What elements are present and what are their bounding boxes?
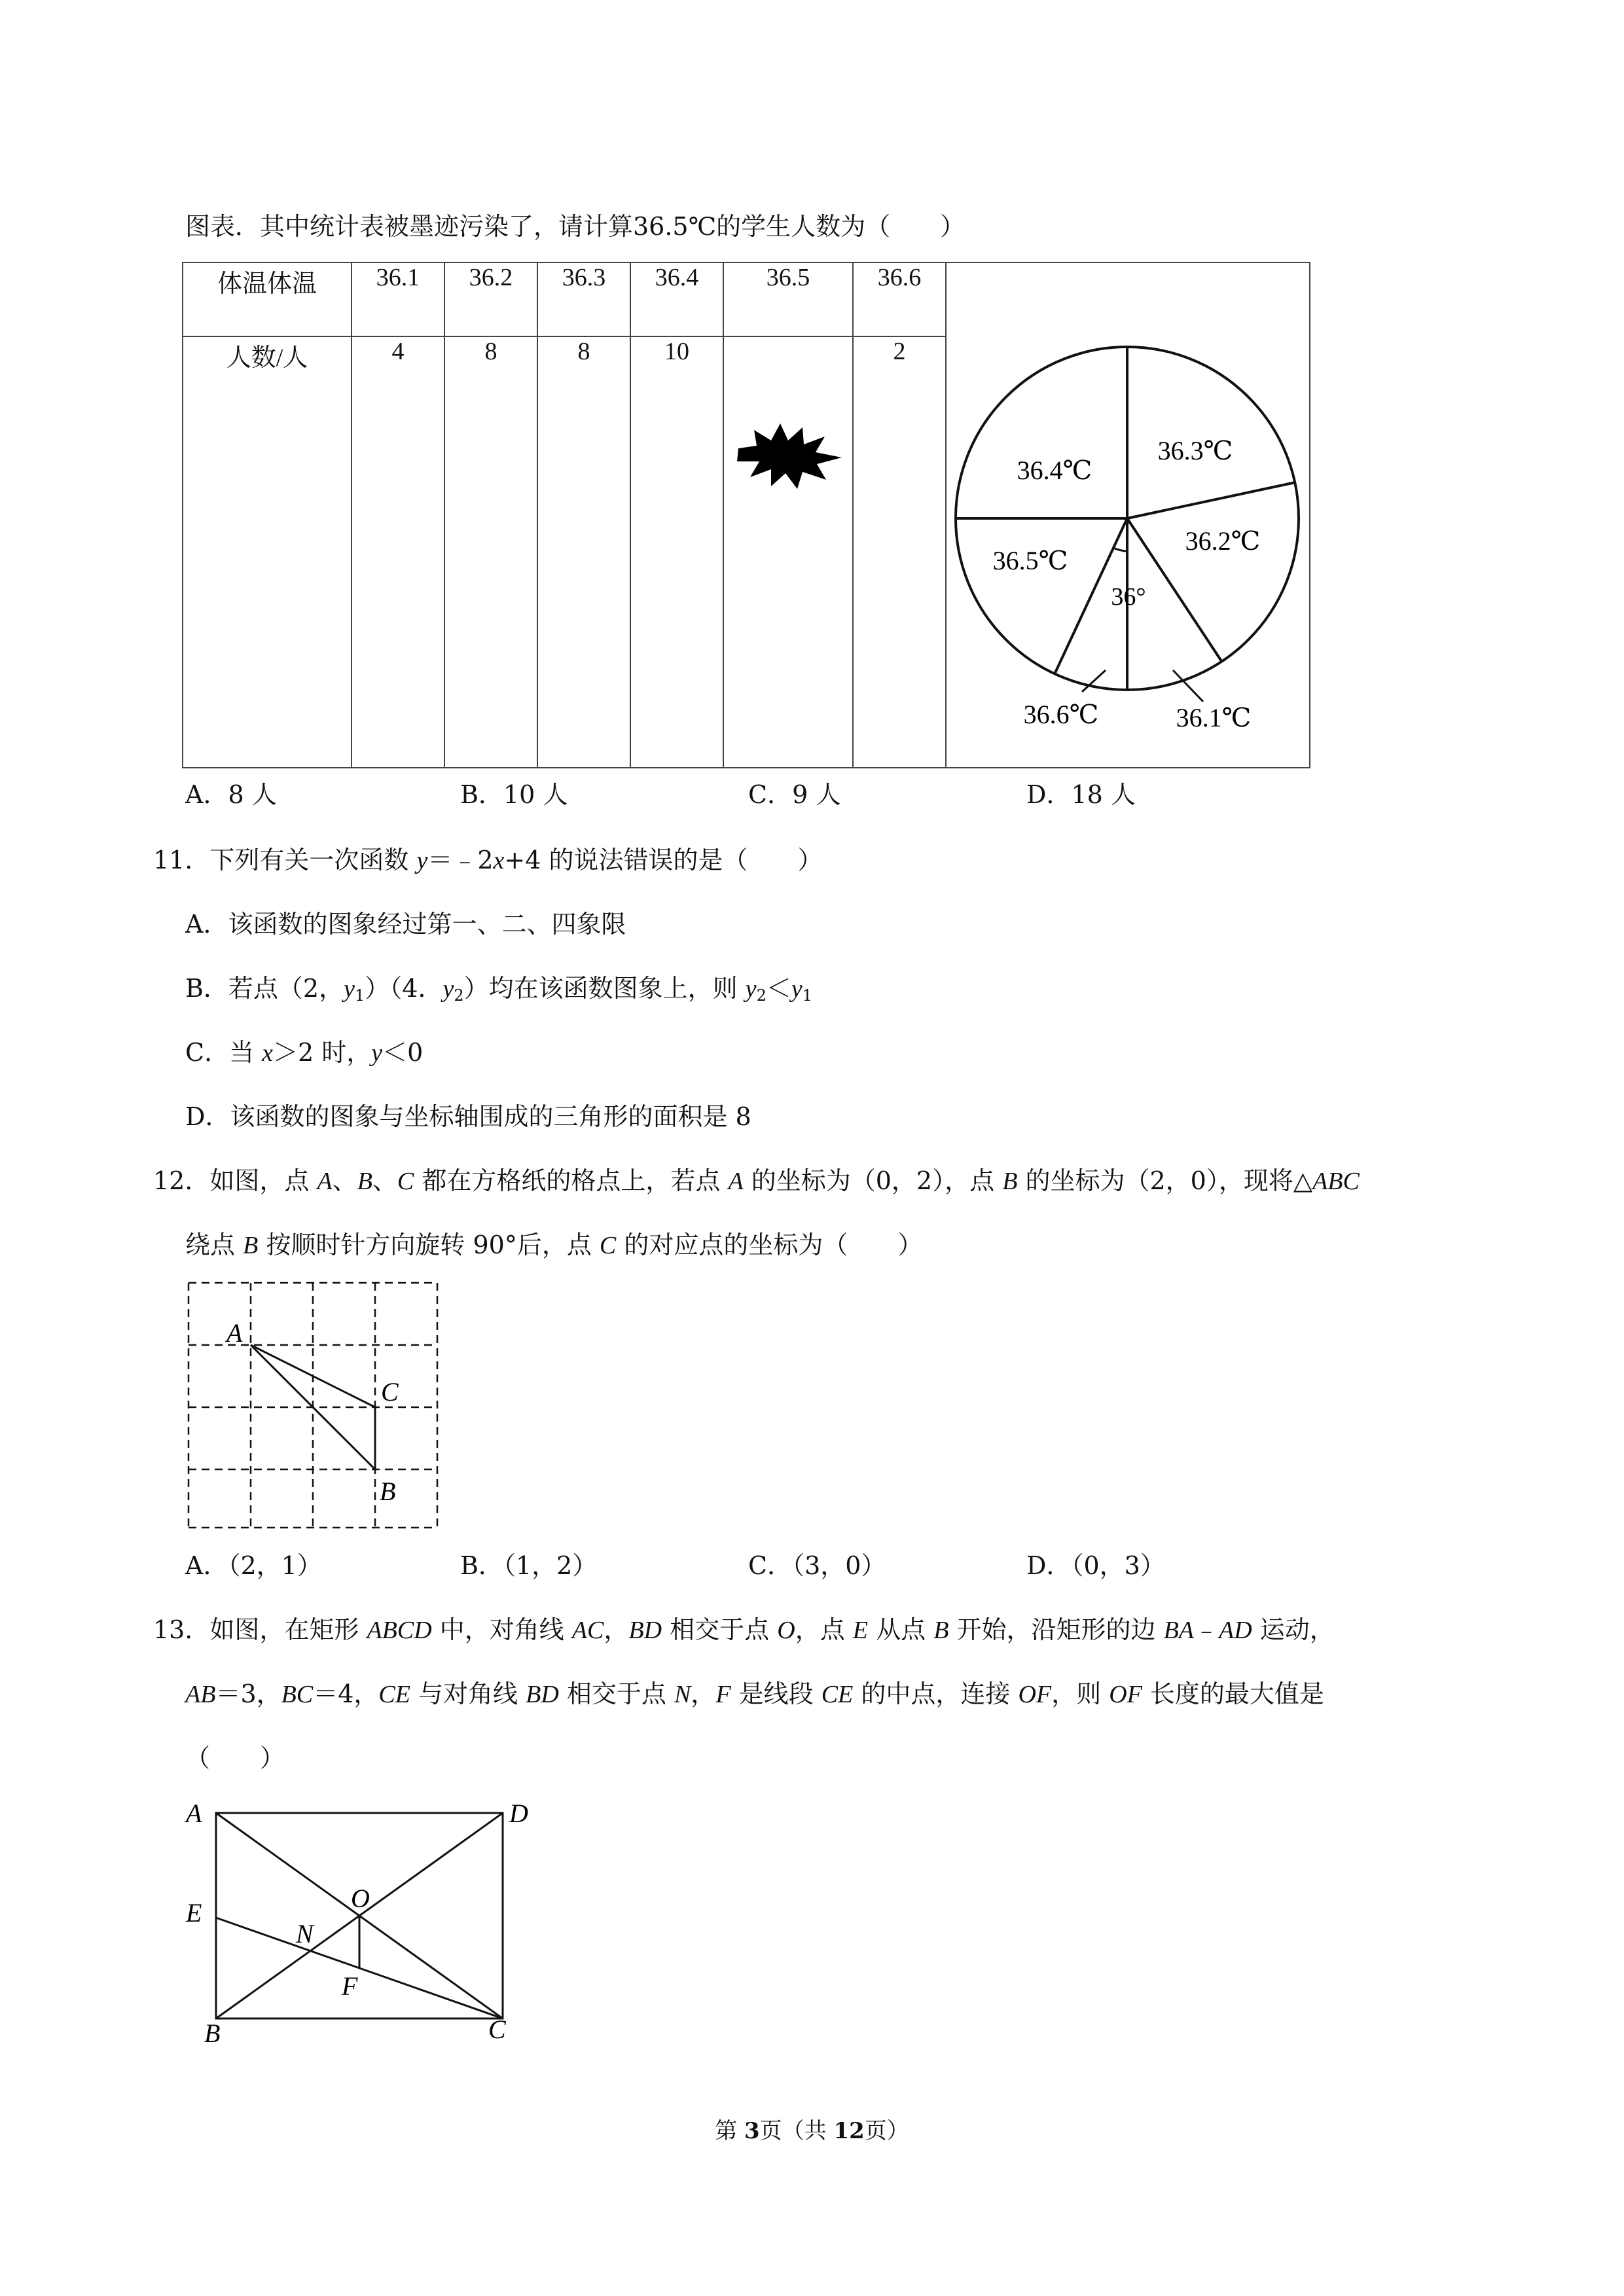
q11-option-d: D．该函数的图象与坐标轴围成的三角形的面积是 8 xyxy=(185,1102,751,1131)
q13-stem-line1: 13．如图，在矩形 ABCD 中，对角线 AC，BD 相交于点 O，点 E 从点 B 开始，沿矩形的边 BA﹣AD 运动， xyxy=(153,1615,1335,1644)
q12-option-c: C．（3，0） xyxy=(748,1551,886,1580)
point-e-label: E xyxy=(186,1898,202,1928)
pie-label-364: 36.4℃ xyxy=(1017,456,1092,485)
point-b-label: B xyxy=(204,2018,221,2042)
q12-stem-line1: 12．如图，点 A、B、C 都在方格纸的格点上，若点 A 的坐标为（0，2），点 B 的坐标为（2，0），现将△ABC xyxy=(153,1166,1360,1195)
ink-blot-icon xyxy=(734,421,846,493)
q12-option-a: A．（2，1） xyxy=(185,1551,322,1580)
q13-stem-line2: AB＝3，BC＝4，CE 与对角线 BD 相交于点 N，F 是线段 CE 的中点，连接 OF，则 OF 长度的最大值是 xyxy=(185,1679,1324,1708)
pie-chart-cell xyxy=(946,262,1310,768)
count-cell: 2 xyxy=(853,336,946,768)
q11-stem: 11．下列有关一次函数 y＝﹣2x+4 的说法错误的是（ ） xyxy=(153,846,823,874)
pie-label-362: 36.2℃ xyxy=(1185,526,1261,556)
pie-label-365: 36.5℃ xyxy=(992,546,1068,575)
count-cell: 10 xyxy=(630,336,723,768)
temp-cell: 36.5 xyxy=(723,262,853,336)
pie-angle-label: 36° xyxy=(1111,583,1146,611)
q12-option-b: B．（1，2） xyxy=(460,1551,598,1580)
count-cell: 4 xyxy=(352,336,444,768)
point-f-label: F xyxy=(342,1971,358,2001)
point-b-label: B xyxy=(380,1477,396,1506)
q10-option-c: C．9 人 xyxy=(748,780,841,809)
count-cell: 8 xyxy=(537,336,630,768)
temp-cell: 36.2 xyxy=(444,262,537,336)
temperature-table xyxy=(182,262,1310,768)
ink-blot-cell xyxy=(723,336,853,768)
q13-rectangle-figure xyxy=(177,1793,556,2042)
table-count-label: 人数/人 xyxy=(183,336,352,768)
q12-stem-line2: 绕点 B 按顺时针方向旋转 90°后，点 C 的对应点的坐标为（ ） xyxy=(185,1230,923,1259)
q12-grid-figure xyxy=(177,1270,452,1532)
q11-option-c: C．当 x＞2 时，y＜0 xyxy=(185,1038,424,1067)
temp-cell: 36.1 xyxy=(352,262,444,336)
point-a-label: A xyxy=(226,1318,243,1348)
q10-stem: 图表．其中统计表被墨迹污染了，请计算36.5℃的学生人数为（ ） xyxy=(185,212,965,241)
temp-cell: 36.3 xyxy=(537,262,630,336)
point-n-label: N xyxy=(296,1919,314,1948)
q10-option-d: D．18 人 xyxy=(1026,780,1136,809)
pie-chart xyxy=(947,263,1309,761)
q11-option-a: A．该函数的图象经过第一、二、四象限 xyxy=(185,910,626,939)
table-header-label: 体温体温 xyxy=(183,262,352,336)
count-cell: 8 xyxy=(444,336,537,768)
point-d-label: D xyxy=(509,1799,528,1828)
pie-label-361: 36.1℃ xyxy=(1176,703,1252,732)
q10-option-b: B．10 人 xyxy=(460,780,568,809)
point-c-label: C xyxy=(381,1377,399,1407)
pie-slice-line xyxy=(1127,482,1295,518)
temp-cell: 36.6 xyxy=(853,262,946,336)
q11-option-b: B．若点（2，$y_1)(4$．$y_2$）均在该函数图象上，则 $y_2<y_1$ xyxy=(185,974,813,1005)
pie-label-366: 36.6℃ xyxy=(1023,700,1099,729)
point-o-label: O xyxy=(351,1884,370,1913)
q10-option-a: A．8 人 xyxy=(185,780,277,809)
temp-cell: 36.4 xyxy=(630,262,723,336)
rectangle-abcd xyxy=(216,1813,503,2018)
point-c-label: C xyxy=(488,2015,506,2042)
q13-stem-line3: （ ） xyxy=(185,1744,285,1772)
angle-arc xyxy=(1113,548,1127,551)
pie-label-363: 36.3℃ xyxy=(1157,436,1233,465)
dashed-grid xyxy=(189,1283,437,1528)
q12-option-d: D．（0，3） xyxy=(1026,1551,1165,1580)
point-a-label: A xyxy=(186,1799,202,1828)
page-footer: 第 3页（共 12页） xyxy=(715,2118,909,2144)
